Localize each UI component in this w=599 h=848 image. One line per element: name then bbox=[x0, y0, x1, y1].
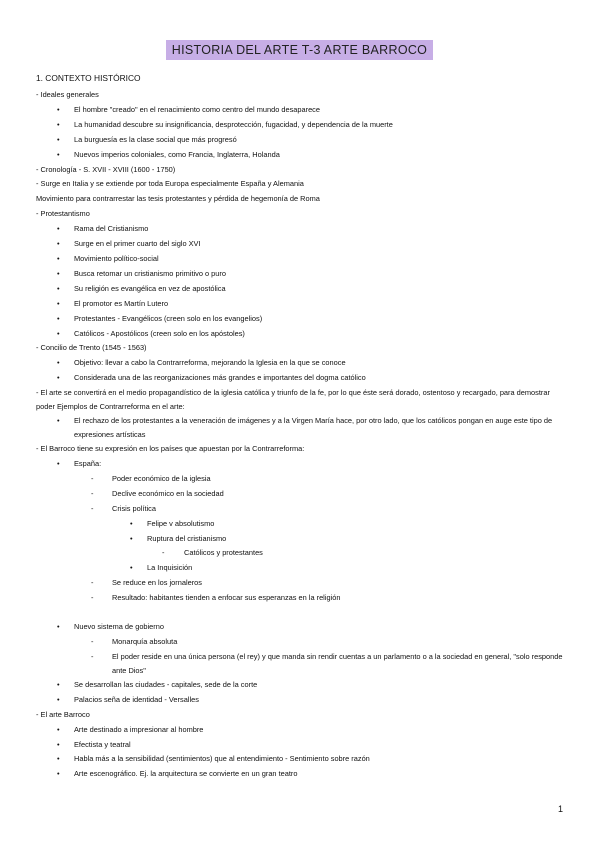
bullet-icon: • bbox=[130, 563, 133, 573]
outline-text: Arte escenográfico. Ej. la arquitectura se convierte en un gran teatro bbox=[74, 769, 298, 779]
outline-text: Busca retomar un cristianismo primitivo o puro bbox=[74, 268, 226, 278]
outline-text: El rechazo de los protestantes a la veneración de imágenes y a la Virgen María hace, por otro lado, que los católicos pongan en auge este tipo de expresiones artísticas bbox=[74, 416, 553, 440]
outline-subitem-level-2 bbox=[36, 650, 566, 678]
outline-text: Protestantes - Evangélicos (creen solo en los evangelios) bbox=[74, 313, 263, 323]
bullet-icon: • bbox=[130, 518, 133, 528]
outline-subitem-level-1 bbox=[36, 133, 566, 148]
outline-subitem-level-2 bbox=[36, 472, 566, 487]
outline-text: Monarquía absoluta bbox=[112, 637, 178, 646]
outline-subitem-level-1 bbox=[36, 752, 566, 767]
outline-text: - Concilio de Trento (1545 - 1563) bbox=[36, 343, 147, 353]
bullet-icon: • bbox=[57, 328, 60, 338]
bullet-icon: • bbox=[57, 313, 60, 323]
bullet-icon: • bbox=[57, 459, 60, 469]
outline-text: El hombre "creado" en el renacimiento como centro del mundo desaparece bbox=[74, 104, 320, 114]
outline-subitem-level-1 bbox=[36, 312, 566, 327]
outline-text: Crisis política bbox=[112, 503, 156, 513]
bullet-icon: • bbox=[57, 224, 60, 234]
outline-text: Surge en el primer cuarto del siglo XVI bbox=[74, 239, 201, 249]
outline-subitem-level-1 bbox=[36, 693, 566, 708]
outline-subitem-level-1 bbox=[36, 222, 566, 237]
outline-item bbox=[36, 442, 566, 457]
outline-text: Efectista y teatral bbox=[74, 739, 131, 749]
outline-subitem-level-1 bbox=[36, 678, 566, 693]
outline-subitem-level-3 bbox=[36, 517, 566, 532]
outline-subitem-level-2 bbox=[36, 635, 566, 650]
outline-subitem-level-1 bbox=[36, 327, 566, 342]
outline-subitem-level-4 bbox=[36, 546, 566, 561]
outline-item bbox=[36, 386, 566, 414]
outline-subitem-level-1 bbox=[36, 767, 566, 782]
outline-subitem-level-2 bbox=[36, 502, 566, 517]
outline-subitem-level-1 bbox=[36, 103, 566, 118]
outline-text: Considerada una de las reorganizaciones más grandes e importantes del dogma católico bbox=[74, 373, 366, 383]
outline-item bbox=[36, 163, 566, 178]
page-number: 1 bbox=[557, 804, 563, 814]
outline-text: - Surge en Italia y se extiende por toda Europa especialmente España y Alemania bbox=[36, 179, 304, 189]
bullet-icon: • bbox=[57, 694, 60, 704]
outline-text: Se reduce en los jornaleros bbox=[112, 578, 202, 588]
outline-text: Católicos y protestantes bbox=[184, 548, 263, 558]
dash-icon: - bbox=[91, 503, 94, 513]
outline-text: La Inquisición bbox=[147, 563, 193, 573]
dash-icon: - bbox=[91, 637, 94, 646]
outline-text: Ruptura del cristianismo bbox=[147, 533, 227, 543]
outline-subitem-level-3 bbox=[36, 532, 566, 547]
bullet-icon: • bbox=[57, 739, 60, 749]
outline-text: Arte destinado a impresionar al hombre bbox=[74, 724, 204, 734]
outline-subitem-level-1 bbox=[36, 252, 566, 267]
outline-text: El promotor es Martín Lutero bbox=[74, 298, 169, 308]
outline-subitem-level-1 bbox=[36, 371, 566, 386]
outline-text: Movimiento para contrarrestar las tesis protestantes y pérdida de hegemonía de Roma bbox=[36, 194, 320, 204]
outline-item bbox=[36, 192, 566, 207]
outline-subitem-level-2 bbox=[36, 591, 566, 606]
outline-text: Felipe v absolutismo bbox=[147, 518, 215, 528]
dash-icon: - bbox=[91, 578, 94, 588]
outline-text: Su religión es evangélica en vez de apostólica bbox=[74, 283, 226, 293]
section-heading: 1. CONTEXTO HISTÓRICO bbox=[36, 73, 141, 83]
dash-icon: - bbox=[91, 488, 94, 498]
outline-subitem-level-1 bbox=[36, 282, 566, 297]
outline-item bbox=[36, 88, 566, 103]
outline-subitem-level-3 bbox=[36, 561, 566, 576]
outline-item bbox=[36, 207, 566, 222]
outline-subitem-level-1 bbox=[36, 738, 566, 753]
outline-item bbox=[36, 708, 566, 723]
bullet-icon: • bbox=[130, 533, 133, 543]
outline-text: Resultado: habitantes tienden a enfocar sus esperanzas en la religión bbox=[112, 593, 341, 603]
spacer bbox=[36, 606, 566, 620]
outline-text: Declive económico en la sociedad bbox=[112, 488, 224, 498]
outline-text: El poder reside en una única persona (el rey) y que manda sin rendir cuentas a un parlamento o a la sociedad en general, "solo responde ante Dios" bbox=[112, 651, 563, 675]
outline-text: Rama del Cristianismo bbox=[74, 224, 149, 234]
bullet-icon: • bbox=[57, 104, 60, 114]
outline-subitem-level-1 bbox=[36, 118, 566, 133]
dash-icon: - bbox=[91, 651, 94, 661]
outline-subitem-level-1 bbox=[36, 457, 566, 472]
outline-text: España: bbox=[74, 459, 102, 469]
outline-text: La humanidad descubre su insignificancia, desprotección, fugacidad, y dependencia de la muerte bbox=[74, 119, 393, 129]
bullet-icon: • bbox=[57, 239, 60, 249]
bullet-icon: • bbox=[57, 268, 60, 278]
outline-text: Se desarrollan las ciudades - capitales, sede de la corte bbox=[74, 679, 258, 689]
dash-icon: - bbox=[162, 548, 165, 558]
outline-item bbox=[36, 177, 566, 192]
outline-subitem-level-1 bbox=[36, 414, 566, 442]
bullet-icon: • bbox=[57, 724, 60, 734]
bullet-icon: • bbox=[57, 149, 60, 159]
dash-icon: - bbox=[91, 593, 94, 603]
outline-item bbox=[36, 341, 566, 356]
bullet-icon: • bbox=[57, 754, 60, 764]
outline-text: Poder económico de la iglesia bbox=[112, 473, 211, 483]
page-title: HISTORIA DEL ARTE T-3 ARTE BARROCO bbox=[166, 40, 433, 60]
bullet-icon: • bbox=[57, 416, 60, 426]
outline-text: - Ideales generales bbox=[36, 90, 99, 99]
outline-subitem-level-1 bbox=[36, 237, 566, 252]
outline-text: - Cronología - S. XVII - XVIII (1600 - 1750) bbox=[36, 164, 176, 174]
outline-subitem-level-1 bbox=[36, 620, 566, 635]
bullet-icon: • bbox=[57, 283, 60, 293]
bullet-icon: • bbox=[57, 134, 60, 144]
outline-subitem-level-1 bbox=[36, 297, 566, 312]
outline-text: La burguesía es la clase social que más progresó bbox=[74, 134, 237, 144]
outline-subitem-level-1 bbox=[36, 356, 566, 371]
outline-subitem-level-2 bbox=[36, 487, 566, 502]
outline-text: Nuevo sistema de gobierno bbox=[74, 622, 164, 632]
outline-text: Nuevos imperios coloniales, como Francia, Inglaterra, Holanda bbox=[74, 149, 280, 159]
outline-text: - Protestantismo bbox=[36, 209, 90, 219]
outline-text: - El arte se convertirá en el medio propagandístico de la iglesia católica y triunfo de la fe, por lo que éste será dorado, ostentoso y recargado, para demostrar poder Ejemplos de Contrarreforma en el arte: bbox=[36, 388, 550, 412]
outline-subitem-level-1 bbox=[36, 267, 566, 282]
bullet-icon: • bbox=[57, 769, 60, 779]
outline-text: Objetivo: llevar a cabo la Contrarreforma, mejorando la Iglesia en la que se conoce bbox=[74, 358, 346, 368]
outline-text: - El arte Barroco bbox=[36, 709, 90, 719]
bullet-icon: • bbox=[57, 679, 60, 689]
bullet-icon: • bbox=[57, 253, 60, 263]
bullet-icon: • bbox=[57, 298, 60, 308]
bullet-icon: • bbox=[57, 358, 60, 368]
outline-text: Palacios seña de identidad - Versalles bbox=[74, 694, 199, 704]
outline-subitem-level-1 bbox=[36, 148, 566, 163]
outline-text: Movimiento político-social bbox=[74, 253, 159, 263]
outline-subitem-level-1 bbox=[36, 723, 566, 738]
outline-text: - El Barroco tiene su expresión en los países que apuestan por la Contrarreforma: bbox=[36, 444, 305, 454]
outline-text: Católicos - Apostólicos (creen solo en los apóstoles) bbox=[74, 328, 245, 338]
bullet-icon: • bbox=[57, 622, 60, 632]
bullet-icon: • bbox=[57, 373, 60, 383]
dash-icon: - bbox=[91, 473, 94, 483]
bullet-icon: • bbox=[57, 119, 60, 129]
outline-subitem-level-2 bbox=[36, 576, 566, 591]
title-container bbox=[0, 40, 599, 60]
document-body bbox=[36, 71, 566, 782]
outline-text: Habla más a la sensibilidad (sentimientos) que al entendimiento - Sentimiento sobre razón bbox=[74, 754, 370, 764]
